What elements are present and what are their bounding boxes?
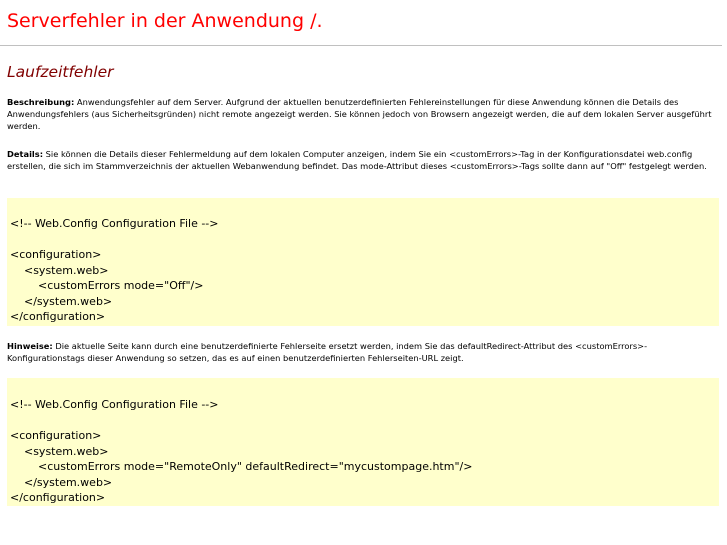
code-line: <customErrors mode="RemoteOnly" defaultRedirect="mycustompage.htm"/> <box>10 460 473 473</box>
code-line: </configuration> <box>10 310 106 323</box>
details-text: Sie können die Details dieser Fehlermeldung auf dem lokalen Computer anzeigen, indem Sie ein <customErrors>-Tag in der Konfigurationsdatei web.config erstellen, die sich im Stammverzeichnis der aktuellen Webanwendung befindet. Das mode-Attribut dieses <customErrors>-Tags sollte dann auf "Off" festgelegt werden. <box>7 149 707 172</box>
notes-label: Hinweise: <box>7 341 53 351</box>
title-divider <box>0 45 722 46</box>
config-code-block-remote <box>7 378 719 506</box>
code-line <box>10 232 719 248</box>
code-line: <system.web> <box>10 444 109 458</box>
code-line: <customErrors mode="Off"/> <box>10 279 204 292</box>
code-line: <configuration> <box>10 248 102 261</box>
description-text: Anwendungsfehler auf dem Server. Aufgrund der aktuellen benutzerdefinierten Fehlereinstellungen für diese Anwendung können die Details des Anwendungsfehlers (aus Sicherheitsgründen) nicht remote angezeigt werden. Sie können jedoch von Browsern angezeigt werden, die auf dem lokalen Server ausgeführt werden. <box>7 97 712 132</box>
description-label: Beschreibung: <box>7 97 75 107</box>
code-line <box>10 413 719 429</box>
error-subtitle: Laufzeitfehler <box>7 63 114 81</box>
code-line: </system.web> <box>10 475 113 489</box>
details-label: Details: <box>7 149 44 159</box>
code-line: </system.web> <box>10 294 113 308</box>
notes-paragraph <box>7 340 719 364</box>
code-line: <!-- Web.Config Configuration File --> <box>10 398 219 411</box>
code-line: <!-- Web.Config Configuration File --> <box>10 217 219 230</box>
code-line: <system.web> <box>10 263 109 277</box>
code-line: </configuration> <box>10 491 106 504</box>
notes-text: Die aktuelle Seite kann durch eine benutzerdefinierte Fehlerseite ersetzt werden, indem Sie das defaultRedirect-Attribut des <customErrors>-Konfigurationstags dieser Anwendung so setzen, das es auf einen benutzerdefinierten Fehlerseiten-URL zeigt. <box>7 341 648 364</box>
page-title: Serverfehler in der Anwendung /. <box>7 10 323 32</box>
description-paragraph <box>7 96 719 133</box>
code-line: <configuration> <box>10 429 102 442</box>
details-paragraph <box>7 148 719 172</box>
config-code-block-off <box>7 198 719 326</box>
